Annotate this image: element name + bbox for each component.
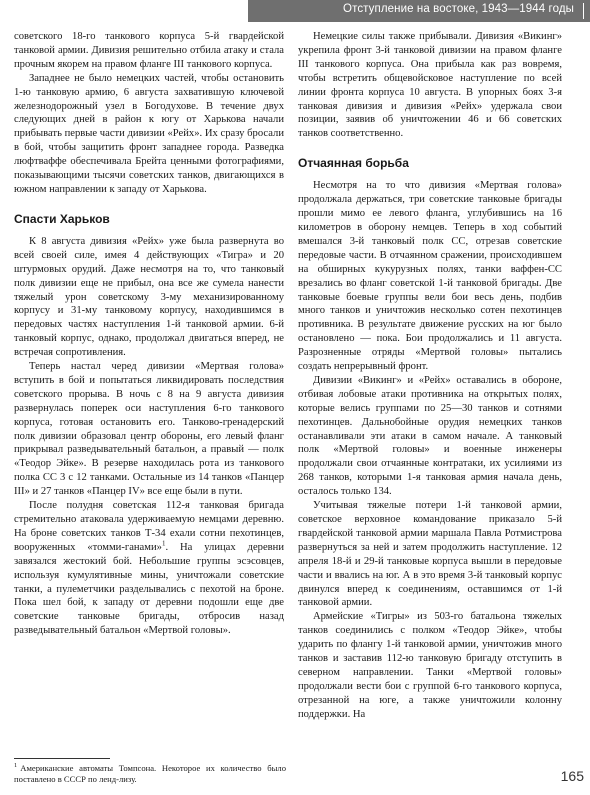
header-divider	[583, 3, 585, 19]
header-bar	[248, 0, 590, 22]
footnote-number: 1	[14, 762, 18, 770]
footnote-reference[interactable]: 1	[161, 539, 166, 548]
section-heading: Отчаянная борьба	[298, 156, 409, 171]
left-column	[14, 30, 284, 638]
paragraph: Несмотря на то что дивизия «Мертвая голова» продолжала держаться, три советские танковые бригады прошли мимо ее левого фланга, углубившись на 16 километров в оборону немцев. Теперь в ход событий вмешался 3-й танковый полк СС, отрезав советские передовые части. В отчаянном сражении, происходившем на обширных кукурузных полях, танки ваффен-СС врезались во фланг советской 1-й танковой бригады. Две танковые боевые группы вели бои весь день, подбив много танков и уничтожив несколько сотен пехотинцев противника. В результате движение русских на юг было остановлено — пока. Бои продолжались и 11 августа. Разрозненные отряды «Мертвой головы» пытались создать непрерывный фронт.	[298, 180, 562, 373]
paragraph	[14, 499, 284, 638]
paragraph: Армейские «Тигры» из 503-го батальона тяжелых танков соединились с полком «Теодор Эйке», чтобы ударить по флангу 1-й танковой армии, уничтожив много танков и заставив 112-ю танковую бригаду отступить в северном направлении. Танки «Мертвой головы» продолжали вести бои с группой 6-го танкового корпуса, отрезанной на юге, а также уничтожили колонну поддержки. На	[298, 611, 562, 720]
running-title: Отступление на востоке, 1943—1944 годы	[343, 3, 574, 15]
paragraph: Теперь настал черед дивизии «Мертвая голова» вступить в бой и попытаться ликвидировать последствия советского прорыва. В ночь с 8 на 9 августа дивизия развернулась поперек оси наступления 6-го танкового корпуса, готовая остановить его. Танково-гренадерский полк дивизии образовал центр обороны, его левый фланг прикрывал разведывательный батальон, а правый — полк «Теодор Эйке». В резерве находилась рота из танкового полка СС 3 с 12 танками. Остальные из 14 танков «Панцер III» и 27 танков «Панцер IV» все еще были в пути.	[14, 361, 284, 498]
paragraph: Немецкие силы также прибывали. Дивизия «Викинг» укрепила фронт 3-й танковой дивизии на правом фланге III танкового корпуса. Она прибыла как раз вовремя, чтобы встретить общевойсковое наступление по всей линии фронта корпуса 10 августа. В упорных боях 3-я танковая дивизия и дивизия «Рейх» удержала свои позиции, заявив об уничтожении 46 и 66 советских танков соответственно.	[298, 31, 562, 140]
paragraph: К 8 августа дивизия «Рейх» уже была развернута во всей своей силе, имея 4 действующих «Тигра» и 20 штурмовых орудий. Даже несмотря на то, что танковый полк дивизии еще не прибыл, она все же сумела нанести тяжелый урон советскому 3-му механизированному корпусу и 31-му танковому корпусу, находившимся в передовых частях наступления 1-й танковой армии. 6-й танковый корпус, однако, продолжал двигаться вперед, не встречая сопротивления.	[14, 235, 284, 359]
running-header	[0, 0, 590, 22]
footnote-divider	[14, 758, 110, 759]
section-heading: Спасти Харьков	[14, 211, 110, 226]
paragraph: Учитывая тяжелые потери 1-й танковой армии, советское верховное командование приказало 5-й гвардейской танковой армии маршала Павла Ротмистрова развернуться за ней и затем продолжить наступление. 12 апреля 18-й и 29-й танковые корпуса вышли в передовые части и ввались на юг. А в это время 3-й танковый корпус двинулся вперед к соединениям, оставшимся от 1-й танковой армии.	[298, 500, 562, 609]
footnote-text: Американские автоматы Томпсона. Некоторое их количество было поставлено в СССР по ленд-лизу.	[14, 763, 286, 784]
right-column	[298, 30, 562, 722]
page-number: 165	[560, 768, 584, 784]
paragraph-text: . На улицах деревни завязался жестокий бой. Небольшие группы эсэсовцев, используя кумулятивные мины, уничтожали советские танки, а пулеметчики разделывались с пехотой на броне. Пока шел бой, к западу от деревни подошли еще две советские танковые бригады, отбросив назад разведывательный батальон «Мертвой головы».	[14, 541, 284, 637]
paragraph: советского 18-го танкового корпуса 5-й гвардейской танковой армии. Дивизия решительно отбила атаку и стала прочным якорем на правом фланге III танкового корпуса.	[14, 31, 284, 70]
footnote	[14, 763, 286, 785]
paragraph-text: После полудня советская 112-я танковая бригада стремительно атаковала удерживаемую немцами деревню. На броне советских танков Т-34 ехали сотни пехотинцев, вооруженных «томми-ганами»	[14, 500, 284, 553]
paragraph: Дивизии «Викинг» и «Рейх» оставались в обороне, отбивая лобовые атаки противника на открытых полях, которые велись группами по 25—30 танков и сотнями пехотинцев. Дальнобойные орудия немецких танков останавливали эти атаки в самом начале. А танковый полк «Мертвой головы» и военные инженеры продолжали свои отчаянные контратаки, их усилиями из 268 танков, которыми 1-я танковая армия начала день, осталось только 134.	[298, 374, 562, 498]
paragraph: Западнее не было немецких частей, чтобы остановить 1-ю танковую армию, 6 августа захватившую ключевой железнодорожный узел в Богодухове. В течение двух следующих дней в район к югу от Харькова начали прибывать первые части дивизии «Рейх». Их сразу бросали в бой, чтобы защитить фронт западнее города. Разведка люфтваффе обеспечивала Брейта ценными фотографиями, показывающими тысячи советских танков, двигающихся в южном направлении к западу от Харькова.	[14, 72, 284, 195]
